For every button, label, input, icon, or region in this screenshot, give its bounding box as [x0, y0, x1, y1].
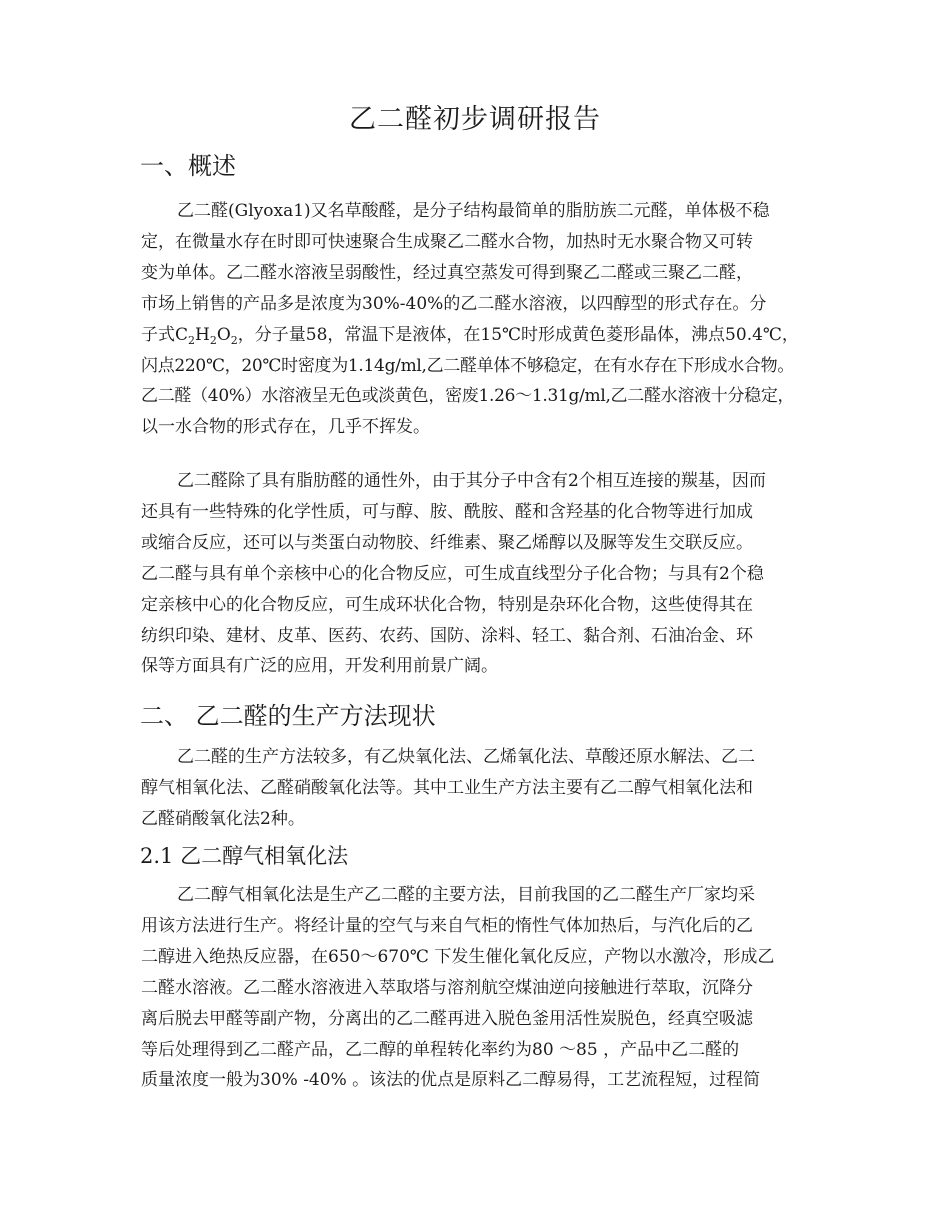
paragraph-gas-phase-oxidation: [141, 880, 817, 1096]
formula-line: [141, 320, 817, 351]
formula-hydrogen: H: [195, 324, 210, 345]
paragraph-line: 变为单体。乙二醛水溶液呈弱酸性，经过真空蒸发可得到聚乙二醛或三聚乙二醛，: [141, 262, 753, 283]
document-title: 乙二醛初步调研报告: [349, 104, 601, 135]
paragraph-line: 乙二醛与具有单个亲核中心的化合物反应，可生成直线型分子化合物；与具有2个稳: [141, 563, 764, 584]
paragraph-line: 定亲核中心的化合物反应，可生成环状化合物，特别是杂环化合物，这些使得其在: [141, 594, 753, 615]
paragraph-line: 还具有一些特殊的化学性质，可与醇、胺、酰胺、醛和含羟基的化合物等进行加成: [141, 501, 753, 522]
paragraph-overview-1: [141, 196, 817, 443]
paragraph-line: 二醛水溶液。乙二醛水溶液进入萃取塔与溶剂航空煤油逆向接触进行萃取，沉降分: [141, 977, 753, 998]
paragraph-line: 乙二醛除了具有脂肪醛的通性外，由于其分子中含有2个相互连接的羰基，因而: [177, 471, 766, 491]
formula-oxygen-count: 2: [230, 333, 238, 347]
section-heading-production: 二、 乙二醛的生产方法现状: [140, 702, 436, 730]
section-heading-overview: 一、概述: [140, 152, 236, 180]
paragraph-line: 乙醛硝酸氧化法2种。: [141, 808, 305, 829]
paragraph-line: 等后处理得到乙二醛产品，乙二醇的单程转化率约为80 ～85 ，产品中乙二醛的: [141, 1039, 740, 1060]
paragraph-line: 纺织印染、建材、皮革、医药、农药、国防、涂料、轻工、黏合剂、石油冶金、环: [141, 625, 753, 646]
formula-hydrogen-count: 2: [209, 333, 217, 347]
paragraph-line: 醇气相氧化法、乙醛硝酸氧化法等。其中工业生产方法主要有乙二醇气相氧化法和: [141, 777, 753, 798]
paragraph-line: 保等方面具有广泛的应用，开发利用前景广阔。: [141, 656, 498, 677]
paragraph-line: 乙二醛的生产方法较多，有乙炔氧化法、乙烯氧化法、草酸还原水解法、乙二: [177, 747, 755, 767]
paragraph-line: 闪点220℃，20℃时密度为1.14g/ml,乙二醛单体不够稳定，在有水存在下形成水合物。: [141, 355, 795, 376]
paragraph-line: 二醇进入绝热反应器，在650～670℃ 下发生催化氧化反应，产物以水激冷，形成乙: [141, 946, 775, 967]
paragraph-line: 市场上销售的产品多是浓度为30%-40%的乙二醛水溶液，以四醇型的形式存在。分: [141, 293, 767, 314]
paragraph-line: 质量浓度一般为30% -40% 。该法的优点是原料乙二醇易得，工艺流程短，过程简: [141, 1070, 761, 1091]
paragraph-line: 用该方法进行生产。将经计量的空气与来自气柜的惰性气体加热后，与汽化后的乙: [141, 915, 753, 936]
formula-carbon: C: [175, 324, 189, 345]
paragraph-overview-2: [141, 466, 817, 682]
paragraph-production-methods: [141, 742, 817, 835]
paragraph-line: 或缩合反应，还可以与类蛋白动物胶、纤维素、聚乙烯醇以及脲等发生交联反应。: [141, 532, 753, 553]
formula-oxygen: O: [216, 324, 231, 345]
paragraph-line: 定，在微量水存在时即可快速聚合生成聚乙二醛水合物，加热时无水聚合物又可转: [141, 231, 753, 252]
formula-rest: ，分子量58，常温下是液体，在15℃时形成黄色菱形晶体，沸点50.4℃，: [237, 324, 799, 345]
paragraph-line: 以一水合物的形式存在，几乎不挥发。: [141, 417, 430, 438]
formula-prefix: 子式: [141, 324, 175, 345]
subsection-heading-2-1: 2.1 乙二醇气相氧化法: [140, 844, 349, 868]
paragraph-line: 乙二醛(Glyoxa1)又名草酸醛，是分子结构最简单的脂肪族二元醛，单体极不稳: [177, 201, 770, 221]
paragraph-line: 乙二醇气相氧化法是生产乙二醛的主要方法，目前我国的乙二醛生产厂家均采: [177, 885, 755, 905]
formula-carbon-count: 2: [188, 333, 196, 347]
paragraph-line: 乙二醛（40%）水溶液呈无色或淡黄色，密废1.26～1.31g/ml,乙二醛水溶液十分稳定，: [141, 386, 795, 407]
paragraph-line: 离后脱去甲醛等副产物，分离出的乙二醛再进入脱色釜用活性炭脱色，经真空吸滤: [141, 1008, 753, 1029]
